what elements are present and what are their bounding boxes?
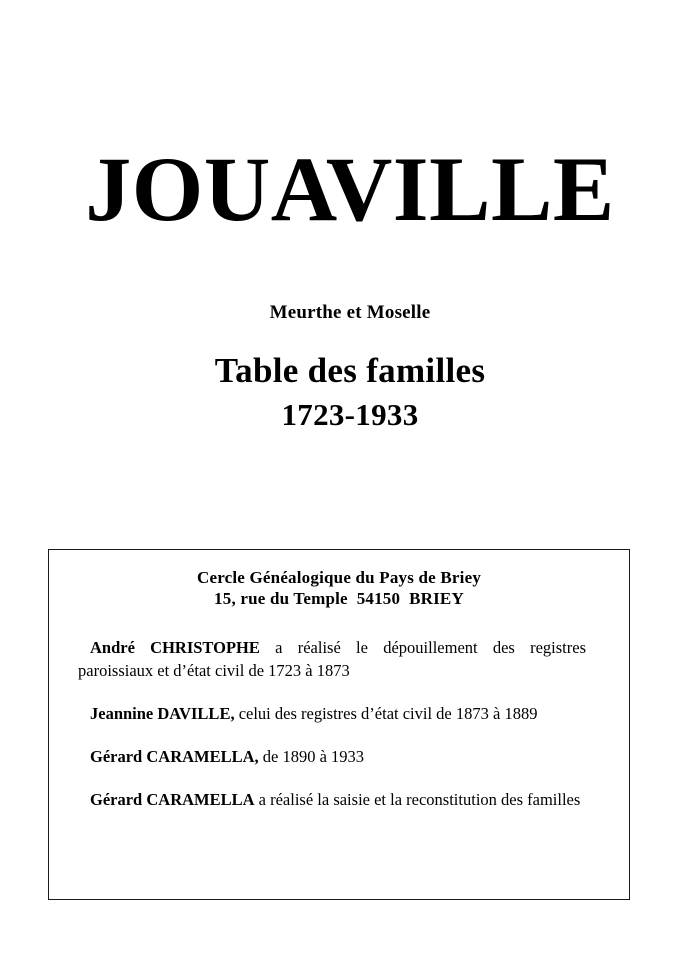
- credit-description: de 1890 à 1933: [258, 747, 365, 766]
- credit-person-name: André CHRISTOPHE: [90, 638, 260, 657]
- credit-person-name: Jeannine DAVILLE,: [90, 704, 235, 723]
- credit-entry: [78, 788, 586, 811]
- credit-entry: [78, 745, 586, 768]
- credit-description: a réalisé la saisie et la reconstitution des familles: [254, 790, 581, 809]
- credit-person-name: Gérard CARAMELLA: [90, 790, 255, 809]
- credits-box: [48, 549, 630, 900]
- document-subtitle: Table des familles: [214, 351, 486, 390]
- credits-list: [49, 636, 629, 811]
- credit-description: a réalisé le dépouillement des registres paroissiaux et d’état civil de 1723 à 1873: [78, 638, 587, 680]
- organization-address: 15, rue du Temple 54150 BRIEY: [214, 589, 464, 608]
- date-range: 1723-1933: [281, 397, 419, 432]
- credit-entry: [78, 702, 586, 725]
- credit-description: celui des registres d’état civil de 1873 à 1889: [234, 704, 538, 723]
- region-subtitle: Meurthe et Moselle: [269, 302, 431, 323]
- credit-person-name: Gérard CARAMELLA,: [90, 747, 259, 766]
- page-title: JOUAVILLE: [85, 138, 615, 240]
- credit-entry: [78, 636, 586, 682]
- organization-block: [49, 567, 629, 609]
- organization-name: Cercle Généalogique du Pays de Briey: [196, 568, 482, 587]
